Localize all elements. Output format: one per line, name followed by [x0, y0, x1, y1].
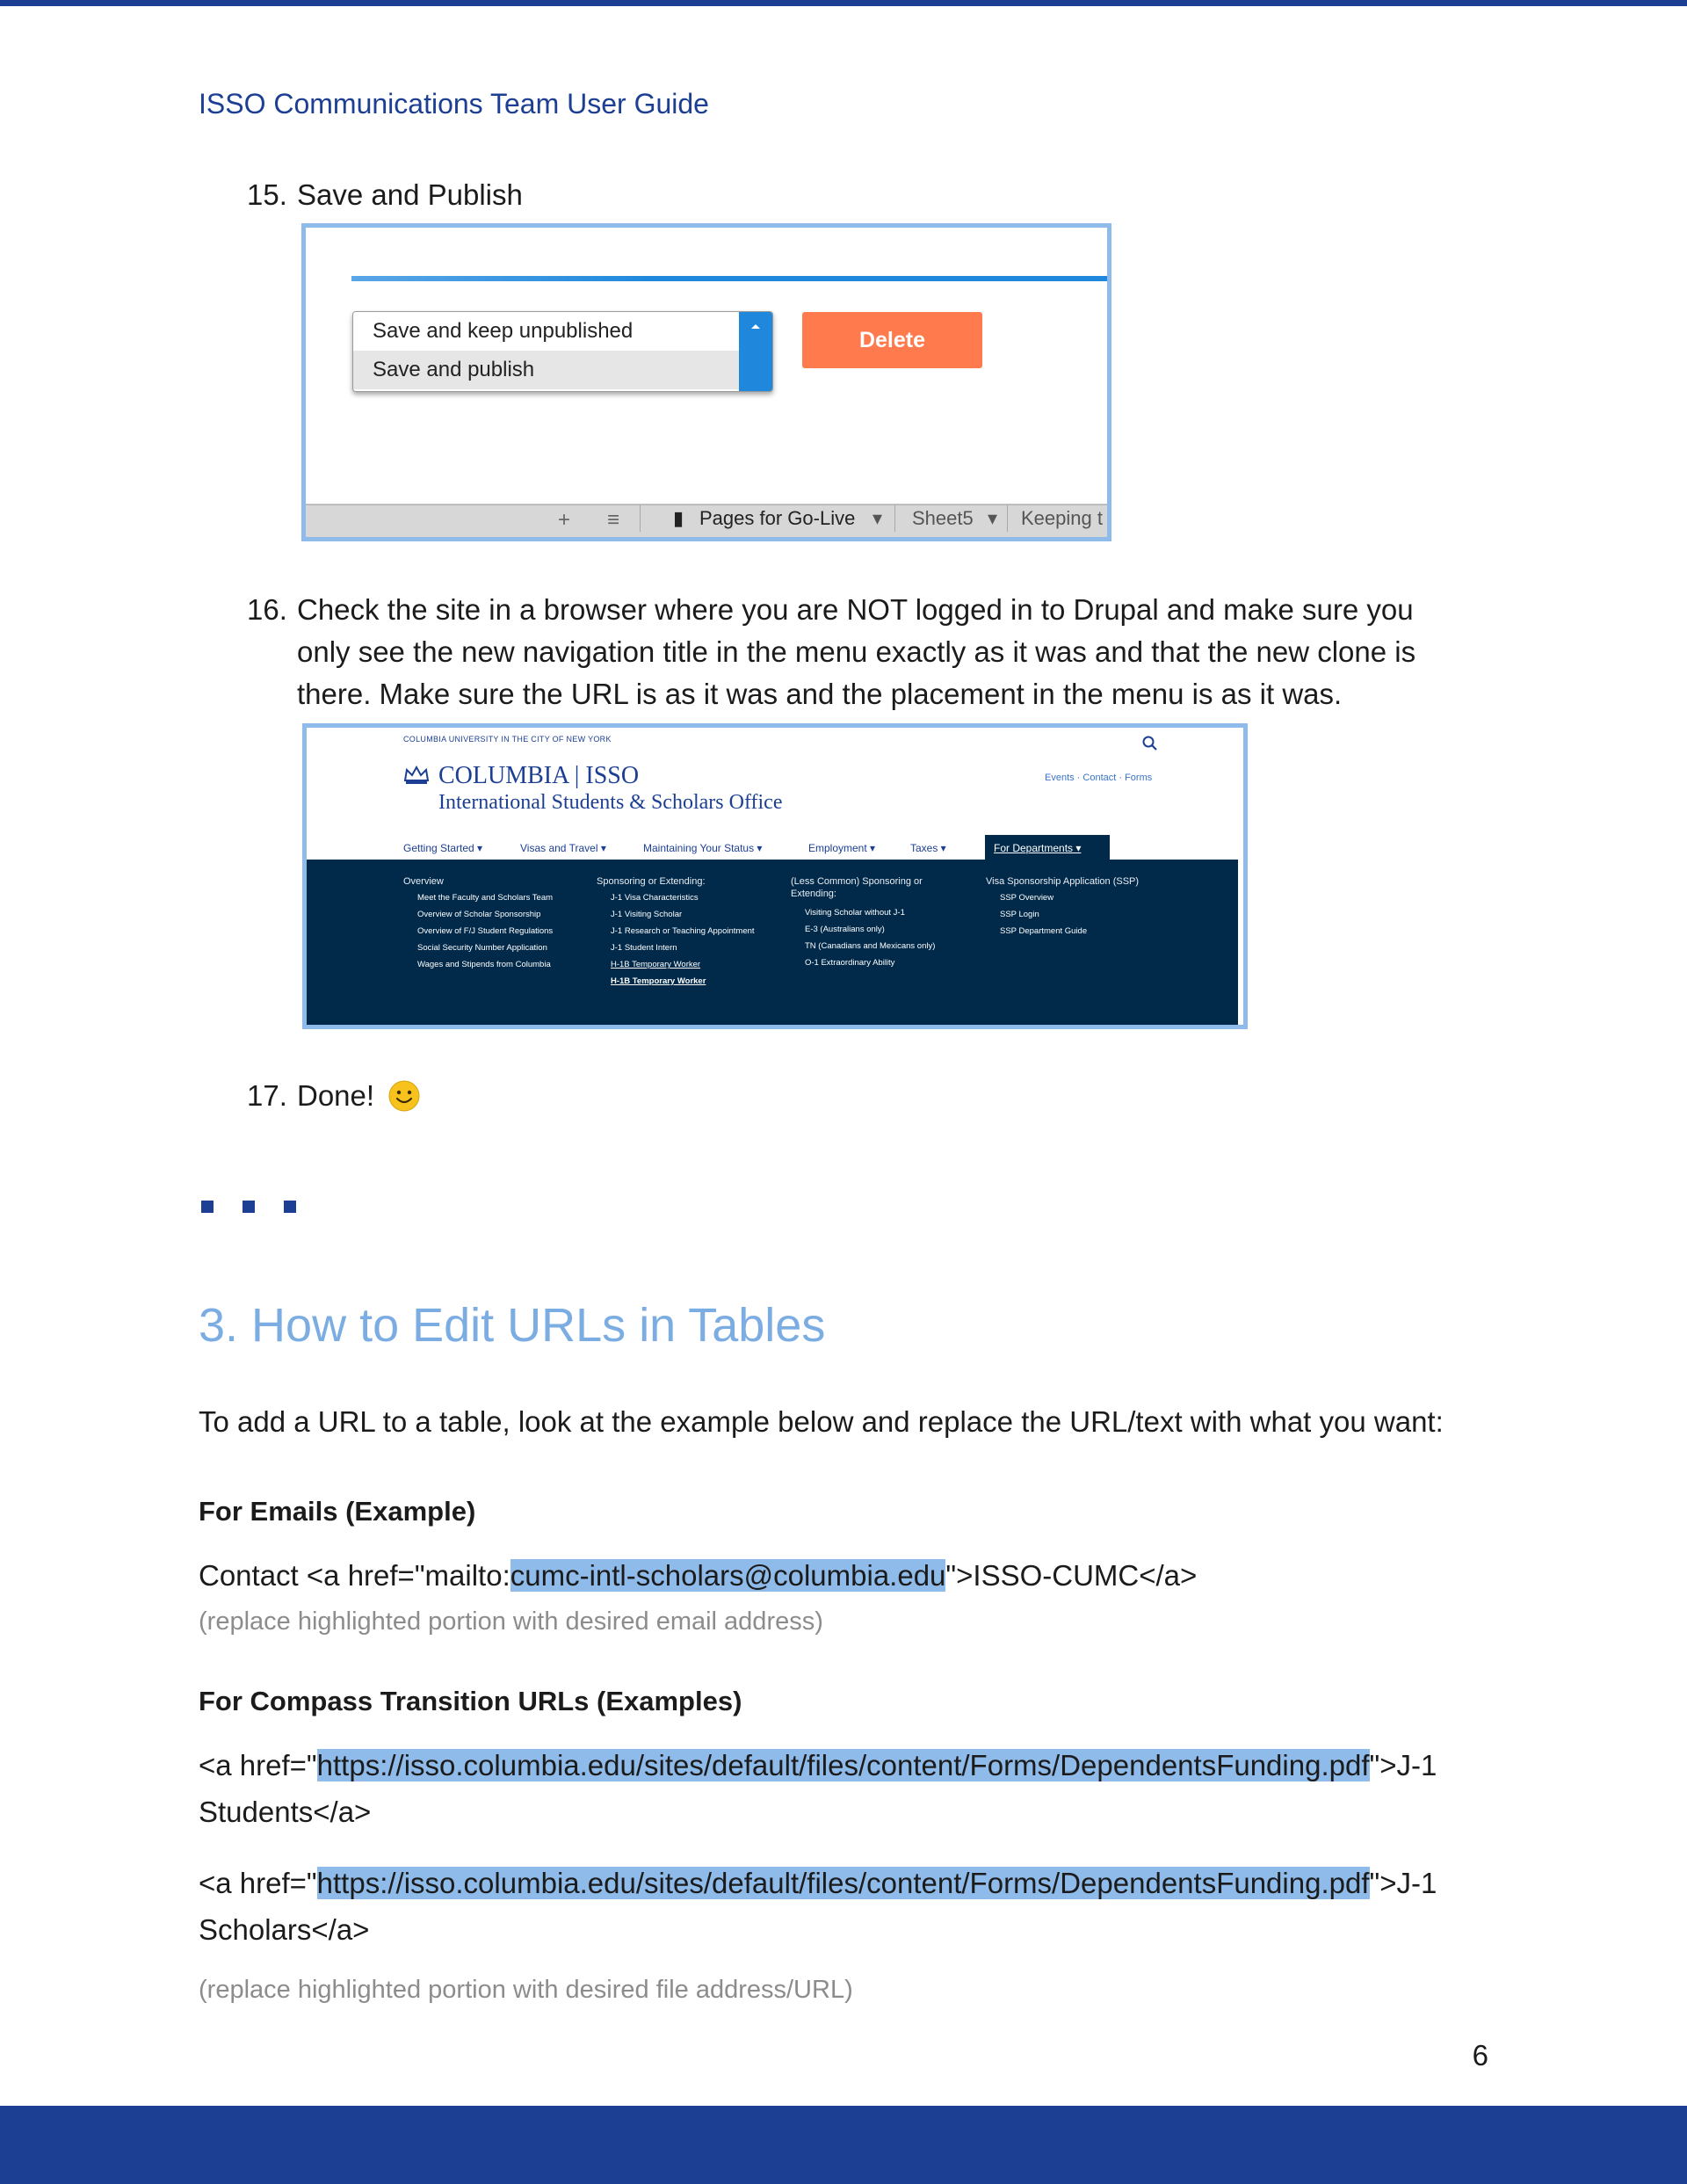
chevron-down-icon: ▾ — [988, 507, 998, 529]
menu-column-heading[interactable]: Visa Sponsorship Application (SSP) — [986, 876, 1140, 887]
site-brand[interactable]: COLUMBIA | ISSO — [438, 762, 640, 789]
dropdown-toggle[interactable] — [739, 312, 772, 391]
menu-link[interactable]: O-1 Extraordinary Ability — [805, 958, 895, 968]
caret-up-icon — [751, 324, 760, 329]
menu-link[interactable]: SSP Department Guide — [1000, 926, 1088, 936]
menu-link[interactable]: J-1 Research or Teaching Appointment — [611, 926, 755, 936]
compass-label: For Compass Transition URLs (Examples) — [199, 1686, 742, 1716]
code-line: Scholars</a> — [199, 1913, 370, 1946]
step-16 — [247, 589, 1521, 721]
utility-links[interactable]: Events · Contact · Forms — [1045, 773, 1153, 783]
progress-line — [351, 276, 1107, 281]
step-text-line: there. Make sure the URL is as it was and the placement in the menu is as it was. — [297, 678, 1343, 710]
tab-pages-for-go-live[interactable]: Pages for Go-Live — [699, 507, 856, 529]
step-number: 17. — [247, 1079, 287, 1112]
menu-link-h1b-original[interactable]: H-1B Temporary Worker — [611, 960, 701, 969]
menu-link[interactable]: Meet the Faculty and Scholars Team — [417, 893, 554, 903]
tab-divider — [1007, 505, 1008, 532]
step-text-line: only see the new navigation title in the menu exactly as it was and that the new clone is — [297, 635, 1416, 668]
email-note: (replace highlighted portion with desired email address) — [199, 1607, 823, 1636]
menu-column-heading: (Less Common) Sponsoring or — [791, 876, 923, 887]
menu-link-h1b-clone[interactable]: H-1B Temporary Worker — [611, 976, 706, 986]
sheet-tab-bar — [306, 504, 1107, 541]
step-text-line: Check the site in a browser where you are NOT logged in to Drupal and make sure you — [297, 593, 1414, 626]
menu-link[interactable]: Social Security Number Application — [417, 943, 547, 953]
code-text: ">ISSO-CUMC</a> — [945, 1559, 1198, 1592]
emails-label: For Emails (Example) — [199, 1496, 476, 1527]
document-header: ISSO Communications Team User Guide — [199, 88, 709, 120]
menu-column-heading: Sponsoring or Extending: — [597, 876, 706, 887]
code-line — [199, 1744, 1499, 1788]
top-rule — [0, 0, 1687, 6]
menu-link[interactable]: TN (Canadians and Mexicans only) — [805, 941, 936, 951]
nav-visas-and-travel[interactable]: Visas and Travel ▾ — [520, 842, 606, 854]
intro-paragraph: To add a URL to a table, look at the example below and replace the URL/text with what you want: — [199, 1405, 1444, 1438]
tab-sheet5[interactable]: Sheet5 — [912, 507, 974, 529]
menu-link[interactable]: Overview of Scholar Sponsorship — [417, 910, 541, 919]
email-example — [199, 1554, 1197, 1598]
save-options-dropdown[interactable] — [352, 311, 773, 392]
highlighted-url: https://isso.columbia.edu/sites/default/files/content/Forms/DependentsFunding.pdf — [316, 1867, 1370, 1899]
crown-logo-icon — [403, 765, 430, 786]
nav-getting-started[interactable]: Getting Started ▾ — [403, 842, 483, 854]
url-example-students — [199, 1744, 1499, 1834]
menu-link[interactable]: J-1 Visiting Scholar — [611, 910, 683, 919]
menu-link[interactable]: Wages and Stipends from Columbia — [417, 960, 551, 969]
step-number: 15. — [247, 178, 287, 211]
menu-column-heading[interactable]: Overview — [403, 876, 444, 887]
highlighted-email: cumc-intl-scholars@columbia.edu — [510, 1559, 946, 1592]
step-17 — [247, 1075, 598, 1117]
mega-menu-panel — [307, 860, 1238, 1029]
chevron-down-icon: ▾ — [872, 507, 883, 529]
step-text — [297, 1075, 421, 1117]
menu-link[interactable]: J-1 Student Intern — [611, 943, 677, 953]
add-sheet-icon[interactable]: + — [558, 508, 571, 532]
search-icon[interactable] — [1141, 735, 1159, 752]
divider-dot — [201, 1201, 214, 1213]
divider-dot — [284, 1201, 296, 1213]
highlighted-url: https://isso.columbia.edu/sites/default/files/content/Forms/DependentsFunding.pdf — [316, 1749, 1370, 1781]
code-line: Students</a> — [199, 1796, 372, 1828]
tab-divider — [894, 505, 895, 532]
code-text: <a href=" — [199, 1867, 317, 1899]
menu-link[interactable]: E-3 (Australians only) — [805, 925, 885, 934]
site-brand-subtitle: International Students & Scholars Office — [438, 791, 783, 814]
nav-taxes[interactable]: Taxes ▾ — [910, 842, 946, 854]
site-menu-screenshot — [302, 723, 1248, 1029]
code-text: Contact <a href="mailto: — [199, 1559, 510, 1592]
step-number: 16. — [247, 593, 287, 626]
menu-link[interactable]: Overview of F/J Student Regulations — [417, 926, 554, 936]
url-example-scholars — [199, 1861, 1499, 1952]
done-text: Done! — [297, 1079, 375, 1112]
tab-keeping[interactable]: Keeping t — [1021, 507, 1103, 529]
footer-band — [0, 2106, 1687, 2184]
menu-link[interactable]: SSP Login — [1000, 910, 1039, 919]
option-save-keep-unpublished[interactable]: Save and keep unpublished — [353, 312, 740, 351]
smiley-icon — [387, 1079, 421, 1113]
menu-column-heading-line2: Extending: — [791, 889, 836, 899]
nav-for-departments[interactable] — [985, 835, 1110, 860]
step-15 — [247, 174, 1477, 216]
tab-divider — [640, 505, 641, 532]
save-publish-screenshot — [301, 223, 1111, 541]
menu-link[interactable]: J-1 Visa Characteristics — [611, 893, 699, 903]
step-text — [297, 589, 1518, 715]
page-number: 6 — [1472, 2039, 1488, 2072]
step-text: Save and Publish — [297, 178, 523, 211]
menu-link[interactable]: Visiting Scholar without J-1 — [805, 908, 905, 918]
nav-maintaining-status[interactable]: Maintaining Your Status ▾ — [643, 842, 763, 854]
url-note: (replace highlighted portion with desired file address/URL) — [199, 1976, 853, 2004]
code-text: ">J-1 — [1369, 1867, 1437, 1899]
university-utility-text: COLUMBIA UNIVERSITY IN THE CITY OF NEW YORK — [403, 735, 612, 744]
code-text: ">J-1 — [1369, 1749, 1437, 1781]
delete-button[interactable]: Delete — [802, 312, 982, 368]
nav-employment[interactable]: Employment ▾ — [808, 842, 876, 854]
section-title: 3. How to Edit URLs in Tables — [199, 1299, 826, 1352]
menu-link[interactable]: SSP Overview — [1000, 893, 1054, 903]
tab-marker-icon: ▮ — [673, 507, 684, 529]
code-text: <a href=" — [199, 1749, 317, 1781]
nav-label: For Departments ▾ — [994, 842, 1082, 854]
option-save-and-publish[interactable]: Save and publish — [353, 351, 740, 389]
sheet-list-icon[interactable]: ≡ — [607, 508, 620, 532]
divider-dot — [243, 1201, 255, 1213]
code-line — [199, 1861, 1499, 1905]
